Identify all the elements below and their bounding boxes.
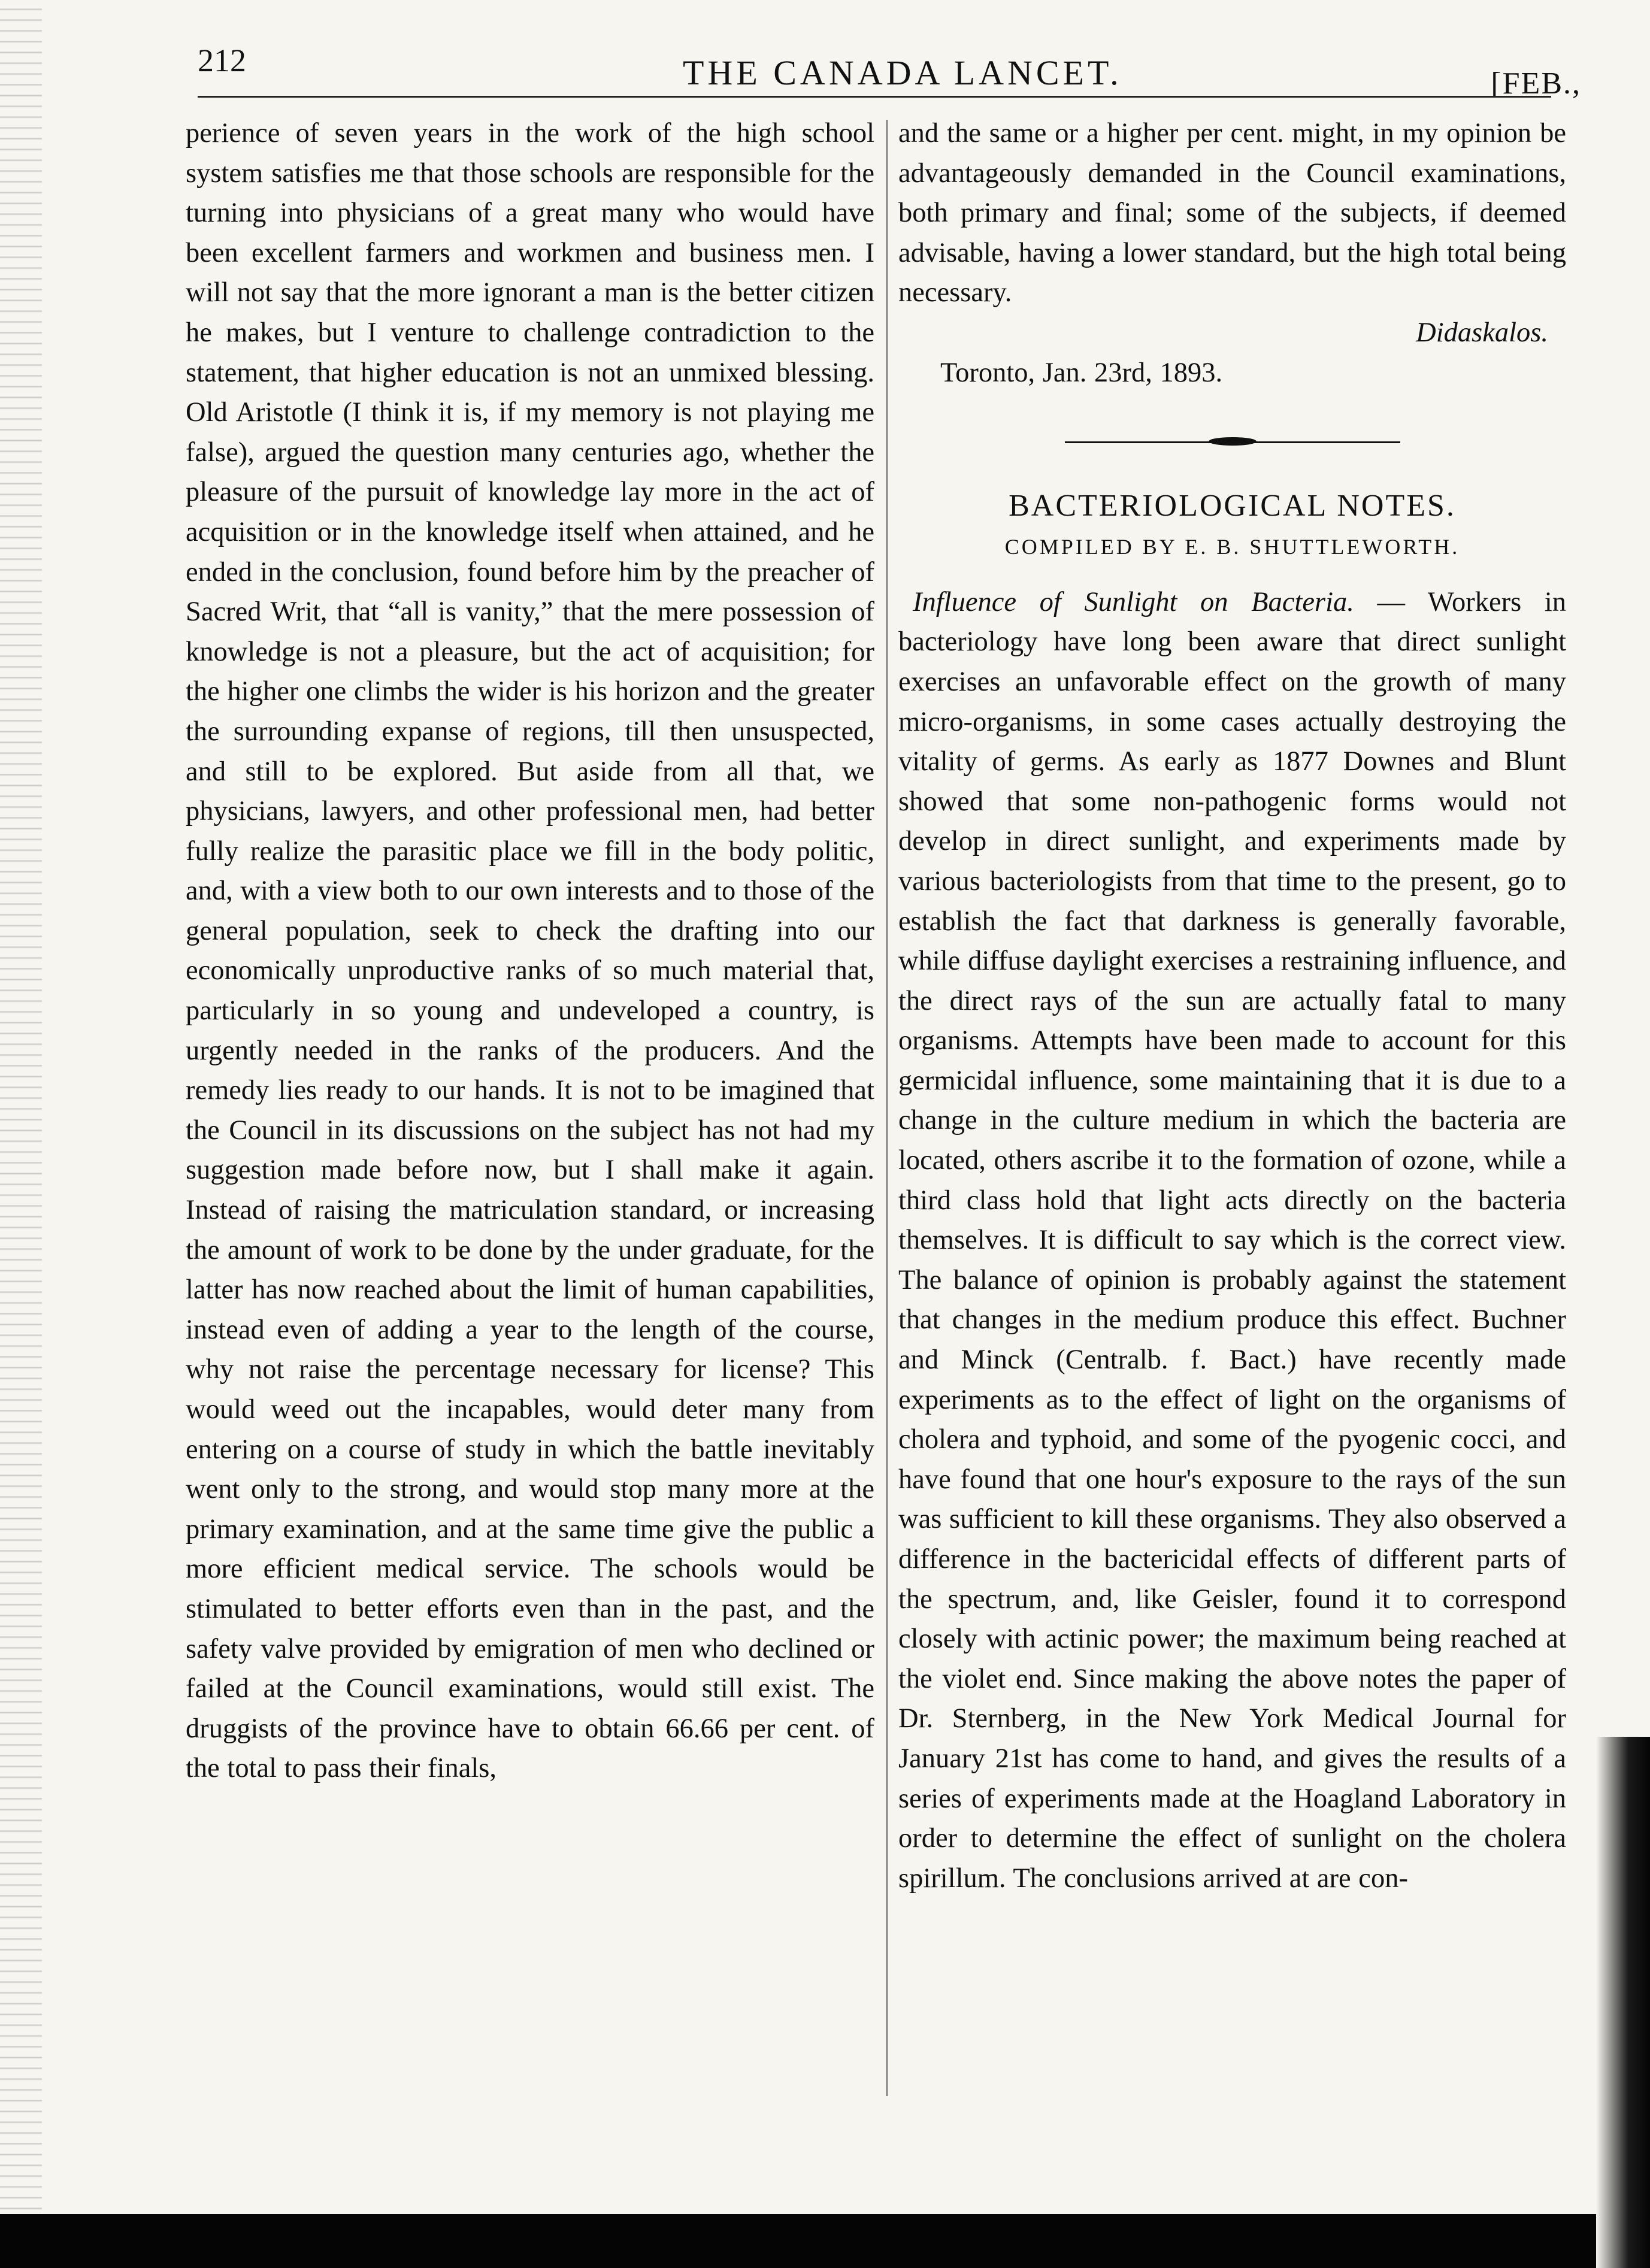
column-divider	[886, 120, 888, 2096]
section-title: BACTERIOLOGICAL NOTES.	[1009, 489, 1456, 523]
header-rule	[198, 96, 1551, 98]
article-paragraph	[898, 583, 1566, 1899]
page-number: 212	[198, 43, 246, 78]
left-column	[186, 114, 874, 1789]
section-ornament-rule	[1065, 435, 1400, 449]
running-header	[198, 36, 1593, 108]
letter-continuation: and the same or a higher per cent. might, in my opinion be advantageously demanded in the Council examinations, both primary and final; some of the subjects, if deemed advisable, having a lower standard, but the high total being necessary.	[898, 118, 1566, 308]
right-column	[898, 114, 1566, 1898]
scan-border	[0, 2214, 1650, 2268]
scan-shadow	[1596, 1737, 1650, 2268]
page-binding-edge	[0, 0, 42, 2268]
section-byline: COMPILED BY E. B. SHUTTLEWORTH.	[1004, 535, 1460, 559]
letter-signature: Didaskalos.	[1416, 317, 1548, 348]
article-lead-title: Influence of Sunlight on Bacteria.	[913, 586, 1354, 617]
article-body-text: — Workers in bacteriology have long been aware that direct sunlight exercises an unfavorable effect on the growth of many micro-organisms, in some cases actually destroying the vitality of germs. As early as 1877 Downes and Blunt showed that some non-pathogenic forms would not develop in direct sunlight, and experiments made by various bacteriologists from that time to the present, go to establish the fact that darkness is generally favorable, while diffuse daylight exercises a restraining influence, and the direct rays of the sun are actually fatal to many organisms. Attempts have been made to account for this germicidal influence, some maintaining that it is due to a change in the culture medium in which the bacteria are located, others ascribe it to the formation of ozone, while a third class hold that light acts directly on the bacteria themselves. It is difficult to say which is the correct view. The balance of opinion is probably against the statement that changes in the medium produce this effect. Buchner and Minck (Centralb. f. Bact.) have recently made experiments as to the effect of light on the organisms of cholera and typhoid, and some of the pyogenic cocci, and have found that one hour's exposure to the rays of the sun was sufficient to kill these organisms. They also observed a difference in the bactericidal effects of different parts of the spectrum, and, like Geisler, found it to correspond closely with actinic power; the maximum being reached at the violet end. Since making the above notes the paper of Dr. Sternberg, in the New York Medical Journal for January 21st has come to hand, and gives the results of a series of experiments made at the Hoagland Laboratory in order to determine the effect of sunlight on the cholera spirillum. The conclusions arrived at are con-	[898, 586, 1566, 1894]
letter-place-date: Toronto, Jan. 23rd, 1893.	[940, 357, 1223, 388]
journal-title: THE CANADA LANCET.	[683, 53, 1122, 92]
issue-month: [FEB.,	[1491, 66, 1581, 101]
letter-body-text: perience of seven years in the work of the high school system satisfies me that those schools are responsible for the turning into physicians of a great many who would have been excellent farmers and workmen and business men. I will not say that the more ignorant a man is the better citizen he makes, but I venture to challenge contradiction to the statement, that higher education is not an unmixed blessing. Old Aristotle (I think it is, if my memory is not playing me false), argued the question many centuries ago, whether the pleasure of the pursuit of knowledge lay more in the act of acquisition or in the knowledge itself when attained, and he ended in the conclusion, found before him by the preacher of Sacred Writ, that “all is vanity,” that the mere possession of knowledge is not a pleasure, but the act of acquisition; for the higher one climbs the wider is his horizon and the greater the surrounding expanse of regions, till then unsuspected, and still to be explored. But aside from all that, we physicians, lawyers, and other professional men, had better fully realize the parasitic place we fill in the body politic, and, with a view both to our own interests and to those of the general population, seek to check the drafting into our economically unproductive ranks of so much material that, particularly in so young and undeveloped a country, is urgently needed in the ranks of the producers. And the remedy lies ready to our hands. It is not to be imagined that the Council in its discussions on the subject has not had my suggestion made before now, but I shall make it again. Instead of raising the matriculation standard, or increasing the amount of work to be done by the under graduate, for the latter has now reached about the limit of human capabilities, instead even of adding a year to the length of the course, why not raise the percentage necessary for license? This would weed out the incapables, would deter many from entering on a course of study in which the battle inevitably went only to the strong, and would stop many more at the primary examination, and at the same time give the public a more efficient medical service. The schools would be stimulated to better efforts even than in the past, and the safety valve provided by emigration of men who declined or failed at the Council examinations, would still exist. The druggists of the province have to obtain 66.66 per cent. of the total to pass their finals,	[186, 118, 874, 1784]
